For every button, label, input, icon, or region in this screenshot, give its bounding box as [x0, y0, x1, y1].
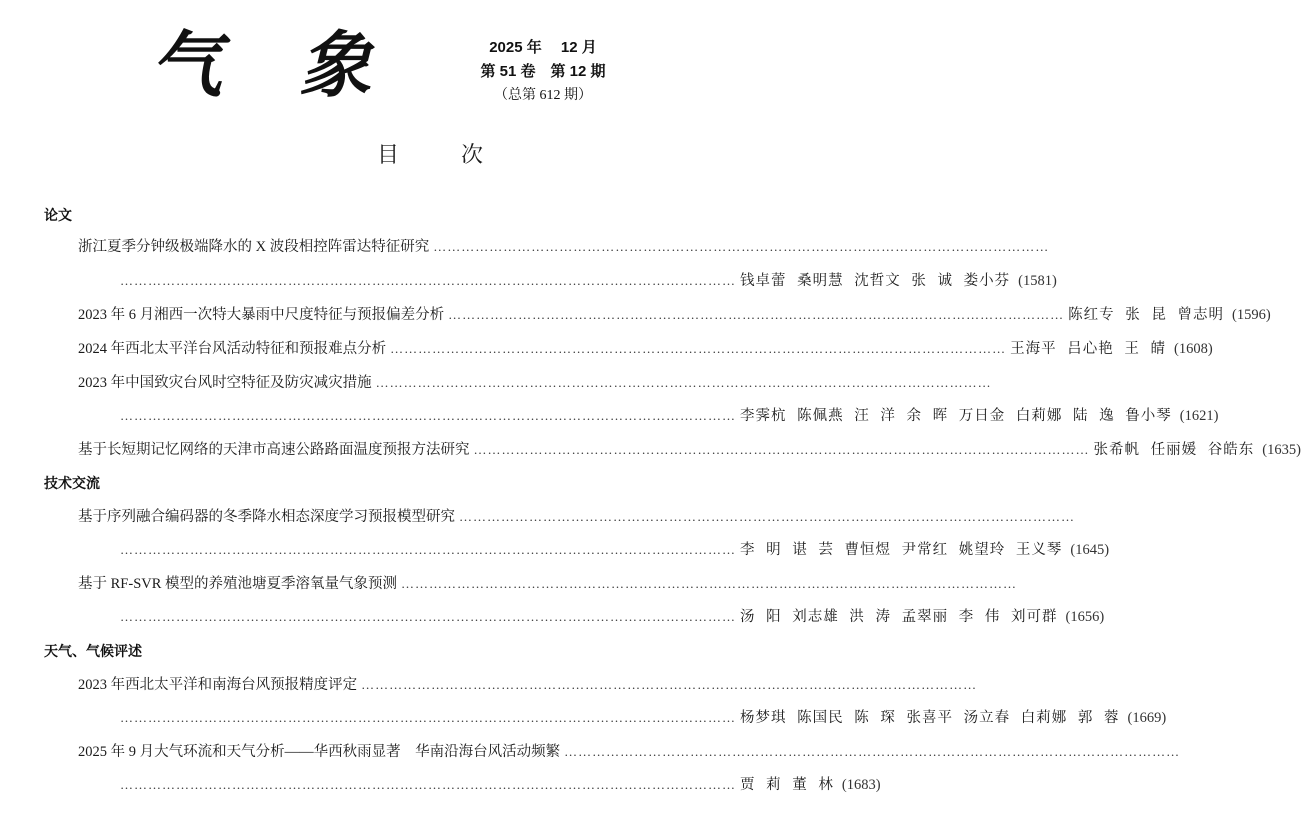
dot-leader: ……………………………………………………………………………………………………………………	[390, 341, 1007, 356]
dot-leader: ……………………………………………………………………………………………………………………	[448, 307, 1065, 322]
toc-entry-authors	[116, 606, 1105, 628]
article-authors: 张希帆 任丽媛 谷皓东	[1093, 442, 1255, 458]
dot-leader: ……………………………………………………………………………………………………………………	[459, 509, 1075, 524]
dot-leader: ……………………………………………………………………………………………………………………	[564, 744, 1181, 759]
article-title: 2023 年西北太平洋和南海台风预报精度评定	[78, 677, 358, 693]
article-page: (1596)	[1232, 307, 1271, 323]
toc-entry-authors	[116, 774, 881, 796]
section-heading-papers: 论文	[44, 207, 72, 223]
article-authors: 王海平 吕心艳 王 皘	[1010, 341, 1166, 357]
toc-entry-title[interactable]	[78, 372, 992, 394]
issue-info	[468, 36, 618, 108]
article-title: 2025 年 9 月大气环流和天气分析——华西秋雨显著 华南沿海台风活动频繁	[78, 744, 561, 760]
article-title: 2023 年 6 月湘西一次特大暴雨中尺度特征与预报偏差分析	[78, 307, 445, 323]
article-authors: 贾 莉 董 林	[740, 777, 834, 793]
article-title: 2024 年西北太平洋台风活动特征和预报难点分析	[78, 341, 387, 357]
dot-leader: ……………………………………………………………………………………………………………………	[120, 408, 736, 423]
issue-year-month: 2025 年 12 月	[489, 39, 597, 56]
article-authors: 杨梦琪 陈国民 陈 琛 张喜平 汤立春 白莉娜 郭 蓉	[740, 710, 1120, 726]
article-page: (1683)	[841, 777, 881, 793]
issue-volume: 第 51 卷 第 12 期	[480, 63, 606, 80]
toc-entry-title[interactable]	[78, 674, 978, 696]
article-title: 2023 年中国致灾台风时空特征及防灾减灾措施	[78, 375, 372, 391]
toc-entry-authors	[116, 707, 1167, 729]
article-authors: 李 明 谌 芸 曹恒煜 尹常红 姚望玲 王义琴	[740, 542, 1063, 558]
article-page: (1645)	[1070, 542, 1110, 558]
article-page: (1608)	[1174, 341, 1213, 357]
toc-entry-title[interactable]	[78, 506, 1075, 528]
dot-leader: ……………………………………………………………………………………………………………………	[401, 576, 1018, 591]
journal-logo: 气 象	[150, 22, 398, 107]
dot-leader: ……………………………………………………………………………………………………………………	[120, 710, 736, 725]
toc-entry-title[interactable]	[78, 236, 1050, 258]
toc-entry-authors	[116, 270, 1057, 292]
article-authors: 李霁杭 陈佩燕 汪 洋 余 晖 万日金 白莉娜 陆 逸 鲁小琴	[740, 408, 1172, 424]
dot-leader: ……………………………………………………………………………………………………………………	[120, 777, 736, 792]
article-title: 基于 RF-SVR 模型的养殖池塘夏季溶氧量气象预测	[78, 576, 398, 592]
article-title: 基于长短期记忆网络的天津市高速公路路面温度预报方法研究	[78, 442, 470, 458]
article-page: (1669)	[1127, 710, 1167, 726]
dot-leader: ……………………………………………………………………………………………………………………	[361, 677, 978, 692]
article-authors: 汤 阳 刘志雄 洪 涛 孟翠丽 李 伟 刘可群	[740, 609, 1058, 625]
toc-entry[interactable]	[78, 439, 1301, 461]
issue-total: （总第 612 期）	[494, 88, 592, 103]
masthead	[0, 0, 860, 130]
article-authors: 陈红专 张 昆 曾志明	[1068, 307, 1224, 323]
article-page: (1656)	[1065, 609, 1105, 625]
article-page: (1581)	[1018, 273, 1057, 289]
dot-leader: ……………………………………………………………………………………………………………………	[433, 239, 1050, 254]
toc-title: 目 次	[376, 142, 503, 167]
toc-entry-authors	[116, 539, 1110, 561]
dot-leader: ……………………………………………………………………………………………………………………	[120, 542, 736, 557]
dot-leader: ……………………………………………………………………………………………………………………	[120, 273, 736, 288]
article-page: (1635)	[1262, 442, 1301, 458]
section-heading-weather-review: 天气、气候评述	[44, 643, 142, 659]
dot-leader: ……………………………………………………………………………………………………………………	[120, 609, 736, 624]
toc-entry[interactable]	[78, 304, 1271, 326]
section-heading-tech-exchange: 技术交流	[44, 475, 100, 491]
toc-entry[interactable]	[78, 338, 1213, 360]
toc-entry-title[interactable]	[78, 573, 1018, 595]
toc-entry-authors	[116, 405, 1219, 427]
dot-leader: ……………………………………………………………………………………………………………………	[375, 375, 992, 390]
article-title: 基于序列融合编码器的冬季降水相态深度学习预报模型研究	[78, 509, 455, 525]
article-title: 浙江夏季分钟级极端降水的 X 波段相控阵雷达特征研究	[78, 239, 430, 255]
article-authors: 钱卓蕾 桑明慧 沈哲文 张 诚 娄小芬	[740, 273, 1011, 289]
toc-entry-title[interactable]	[78, 741, 1181, 763]
article-page: (1621)	[1179, 408, 1219, 424]
dot-leader: ……………………………………………………………………………………………………………………	[473, 442, 1090, 457]
